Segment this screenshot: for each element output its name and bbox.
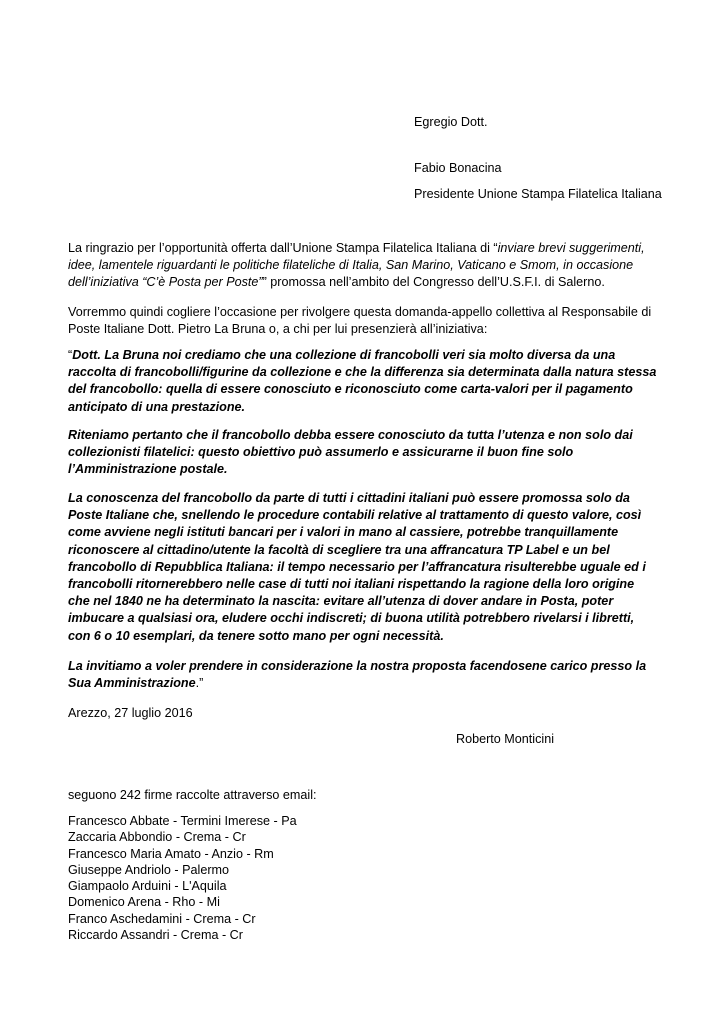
appeal-p4-text: La invitiamo a voler prendere in considerazione la nostra proposta facendosene carico presso la Sua Amministrazione bbox=[68, 659, 647, 691]
salutation: Egregio Dott. bbox=[414, 115, 488, 129]
signer-item: Francesco Maria Amato - Anzio - Rm bbox=[68, 846, 274, 861]
appeal-paragraph-2 bbox=[68, 427, 658, 479]
appeal-p3-text: La conoscenza del francobollo da parte di tutti i cittadini italiani può essere promossa solo da Poste Italiane che, snellendo le procedure contabili relative al trattamento di questo valore, così come avviene negli istituti bancari per i valori in mano al cassiere, potrebbe tranquillamente riconoscere al cittadino/utente la facoltà di scegliere tra una affrancatura TP Label e un bel francobollo di Repubblica Italiana: il tempo necessario per l’affrancatura risulterebbe uguale ed i francobolli ritornerebbero nelle case di tutti noi italiani rispettando la ragione della loro origine che nel 1840 ne ha determinato la nascita: evitare all’utenza di dover andare in Posta, poter imbucare a qualsiasi ora, eludere occhi indiscreti; di buona utilità potrebbero rivelarsi i libretti, con 6 o 10 esemplari, da tenere sotto mano per ogni necessità. bbox=[68, 491, 646, 643]
intro-quote: inviare brevi suggerimenti, idee, lamentele riguardanti le politiche filateliche di Italia, San Marino, Vaticano e Smom, in occasione dell’iniziativa “C’è Posta per Poste” bbox=[68, 241, 645, 290]
signer-item: Zaccaria Abbondio - Crema - Cr bbox=[68, 830, 246, 845]
intro-paragraph bbox=[68, 240, 658, 292]
signatures-intro: seguono 242 firme raccolte attraverso email: bbox=[68, 788, 317, 802]
closing-quote: .” bbox=[195, 676, 204, 691]
signer-item: Francesco Abbate - Termini Imerese - Pa bbox=[68, 814, 297, 828]
addressee-name: Fabio Bonacina bbox=[414, 161, 502, 175]
signer-item: Riccardo Assandri - Crema - Cr bbox=[68, 928, 243, 943]
signature: Roberto Monticini bbox=[456, 732, 554, 746]
request-paragraph bbox=[68, 304, 658, 338]
appeal-paragraph-3 bbox=[68, 490, 658, 645]
appeal-paragraph-4 bbox=[68, 658, 658, 692]
opening-quote: “ bbox=[68, 348, 73, 362]
request-text: Vorremmo quindi cogliere l’occasione per rivolgere questa domanda-appello collettiva al Responsabile di Poste Italiane Dott. Pietro La Bruna o, a chi per lui presenzierà all’iniziativa: bbox=[68, 305, 652, 337]
signer-item: Franco Aschedamini - Crema - Cr bbox=[68, 911, 256, 926]
intro-text-after: ” promossa nell’ambito del Congresso dell’U.S.F.I. di Salerno. bbox=[262, 275, 605, 290]
appeal-paragraph-1 bbox=[68, 347, 658, 416]
addressee-title: Presidente Unione Stampa Filatelica Italiana bbox=[414, 187, 662, 201]
place-date: Arezzo, 27 luglio 2016 bbox=[68, 706, 193, 720]
appeal-p1-text: Dott. La Bruna noi crediamo che una collezione di francobolli veri sia molto diversa da una raccolta di francobolli/figurine da collezione e che la differenza sia determinata dalla natura stessa del francobollo: quella di essere conosciuto e riconosciuto come carta-valori per il pagamento anticipato di una prestazione. bbox=[68, 348, 657, 414]
appeal-p2-text: Riteniamo pertanto che il francobollo debba essere conosciuto da tutta l’utenza e non solo dai collezionisti filatelici: questo obiettivo può assumerlo e assicurarne il buon fine solo l’Amministrazione postale. bbox=[68, 428, 633, 477]
signers-list bbox=[68, 813, 297, 943]
signer-item: Giuseppe Andriolo - Palermo bbox=[68, 862, 230, 877]
intro-text-before: La ringrazio per l’opportunità offerta dall’Unione Stampa Filatelica Italiana di “ bbox=[68, 241, 498, 255]
signer-item: Giampaolo Arduini - L'Aquila bbox=[68, 879, 227, 894]
signer-item: Domenico Arena - Rho - Mi bbox=[68, 895, 220, 910]
